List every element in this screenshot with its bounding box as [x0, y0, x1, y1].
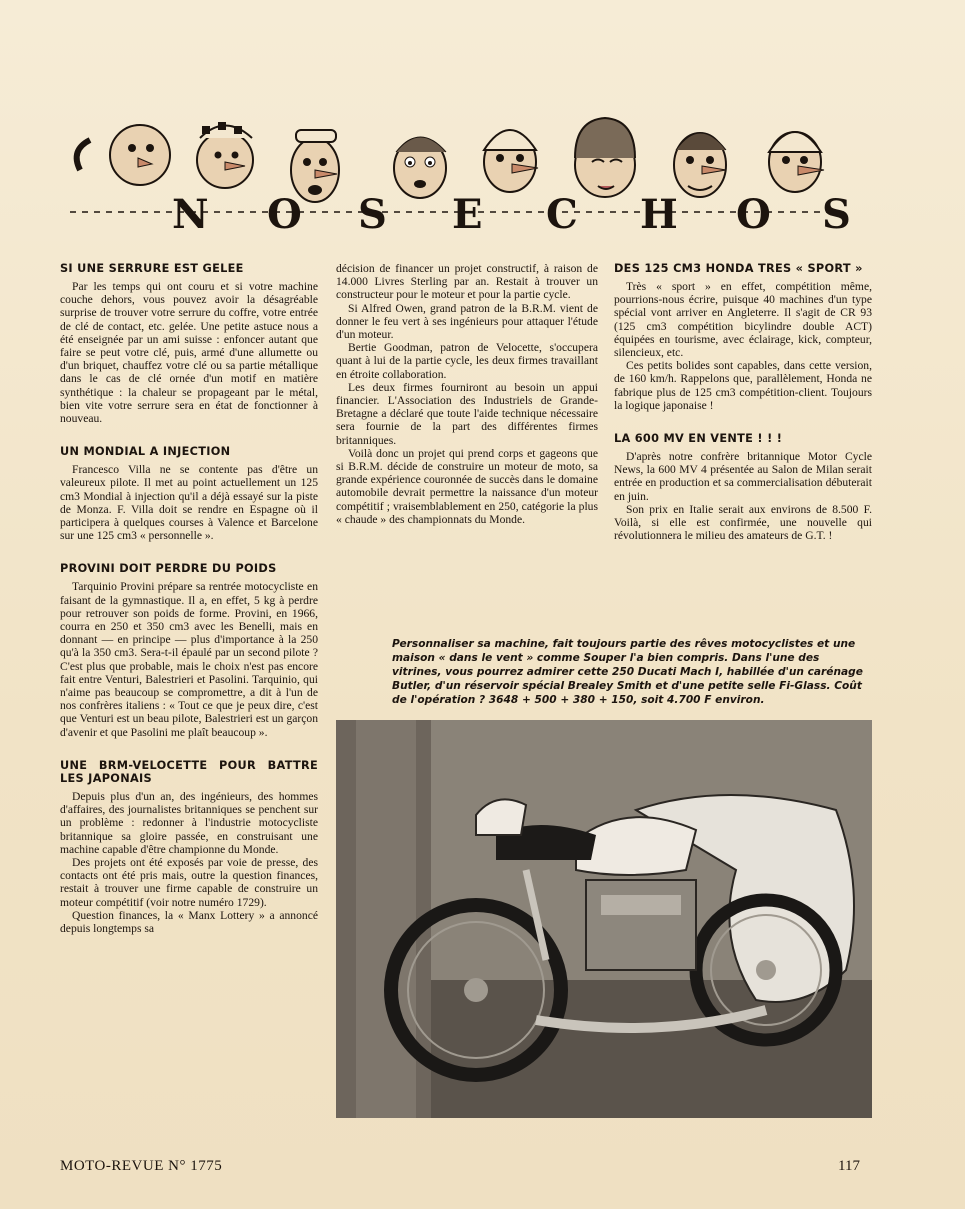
article-provini [60, 562, 318, 738]
left-column [60, 262, 318, 955]
banner-letter: C [546, 191, 578, 238]
footer-page-number: 117 [838, 1158, 860, 1174]
banner-letter: E [452, 191, 483, 238]
article-headline: LA 600 MV EN VENTE ! ! ! [614, 432, 783, 446]
article-paragraph: Bertie Goodman, patron de Velocette, s'occupera quant à lui de la partie cycle, les deux firmes travaillant en étroite collaboration. [336, 341, 598, 381]
article-paragraph: Ces petits bolides sont capables, dans cette version, de 160 km/h. Rappelons que, parallèlement, Honda ne fabrique plus de 125 cm3 compétition-client. Toujours la logique japonaise ! [614, 359, 872, 412]
article-serrure [60, 262, 318, 425]
article-headline: PROVINI DOIT PERDRE DU POIDS [60, 562, 277, 576]
article-brm-velocette [60, 759, 318, 935]
footer-magazine-issue: MOTO-REVUE N° 1775 [60, 1158, 223, 1174]
article-headline: UN MONDIAL A INJECTION [60, 445, 231, 459]
nos-echos-banner [60, 100, 860, 250]
article-paragraph: Voilà donc un projet qui prend corps et gageons que si B.R.M. décide de construire un moteur de moto, sa grande expérience couronnée de succès dans le domaine automobile devrait permettre la naissance d'un moteur compétitif ; vraisemblablement en 250, catégorie la plus « chaude » des championnats du Monde. [336, 446, 598, 526]
article-paragraph: Tarquinio Provini prépare sa rentrée motocycliste en faisant de la gymnastique. Il a, en effet, 5 kg à perdre pour retrouver son poids de forme. Provini, en 1966, courra en 250 et 350 cm3 avec les Benelli, mais en donnant — en principe — plus d'importance à la 250 qu'à la 350 cm3. Sera-t-il épaulé par un second pilote ? C'est plus que probable, mais le choix n'est pas encore fait entre Venturi, Balestrieri et Pasolini. Tarquinio, qui n'aime pas beaucoup se compromettre, a dit à l'un de nos confrères italiens : « Tout ce que je peux dire, c'est que Venturi est un beau pilote, Balestrieri est un garçon d'avenir et que Pasolini me plaît beaucoup ». [60, 580, 318, 739]
article-headline: DES 125 CM3 HONDA TRES « SPORT » [614, 262, 863, 275]
article-paragraph: Question finances, la « Manx Lottery » a annoncé depuis longtemps sa [60, 908, 318, 935]
motorcycle-photo [336, 720, 872, 1118]
right-column [614, 262, 872, 562]
cartoon-face-1 [77, 125, 170, 185]
article-paragraph: D'après notre confrère britannique Motor Cycle News, la 600 MV 4 présentée au Salon de Milan serait entrée en production et sa commercialisation débuterait en juin. [614, 450, 872, 503]
cartoon-face-7 [674, 133, 726, 197]
article-paragraph: décision de financer un projet constructif, à raison de 14.000 Livres Sterling par an. Restait à trouver un constructeur pour le moteur et pour la partie cycle. [336, 262, 598, 302]
article-paragraph: Si Alfred Owen, grand patron de la B.R.M. vient de donner le feu vert à ses ingénieurs pour attaquer l'étude d'un moteur. [336, 301, 598, 342]
middle-column [336, 262, 598, 526]
banner-letter: N [172, 191, 209, 238]
cartoon-face-8 [769, 132, 824, 192]
article-mv600 [614, 432, 872, 542]
article-paragraph: Par les temps qui ont couru et si votre machine couche dehors, vous pouvez avoir la désagréable surprise de trouver votre serrure du coffre, votre entrée de clé de contact, etc. gelée. Une petite astuce nous a été enseignée par un ami suisse : enfoncer autant que faire se peut votre clé, puis, armé d'une allumette ou d'un briquet, chauffez votre clé ou sa partie métallique dans le cas de clé ornée d'un motif en matière synthétique : la chaleur se propageant par le métal, bien vite votre serrure sera en état de fonctionner à nouveau. [60, 280, 318, 426]
banner-letter: H [640, 191, 678, 238]
banner-letter: O [736, 191, 771, 238]
article-paragraph: Francesco Villa ne se contente pas d'être un valeureux pilote. Il met au point actuellement un 125 cm3 Mondial à injection qu'il a déjà essayé sur la piste de Monza. F. Villa doit se rendre en Espagne où il participera à quelques courses à Valence et Barcelone sur une 125 cm3 « personnelle ». [60, 463, 318, 543]
article-honda [614, 262, 872, 412]
article-headline: SI UNE SERRURE EST GELEE [60, 262, 244, 275]
cartoon-face-4 [394, 137, 446, 198]
banner-letter: S [358, 191, 387, 238]
banner-letter: O [267, 191, 302, 238]
article-paragraph: Depuis plus d'un an, des ingénieurs, des hommes d'affaires, des journalistes britanniques se penchent sur un problème : redonner à l'industrie motocycliste britannique sa gloire passée, en construisant une machine capable d'être championne du Monde. [60, 789, 318, 856]
article-mondial [60, 445, 318, 542]
article-paragraph: Très « sport » en effet, compétition même, pourrions-nous écrire, puisque 40 machines d'un type spécial vont arriver en Angleterre. Il s'agit de CR 93 (125 cm3 compétition bicylindre double ACT) équipées en tourisme, avec éclairage, kick, compteur, silencieux, etc. [614, 280, 872, 360]
photo-caption: Personnaliser sa machine, fait toujours partie des rêves motocyclistes et une maison « dans le vent » comme Souper l'a bien compris. Dans l'une des vitrines, vous pourrez admirer cette 250 Ducati Mach I, habillée d'un carénage Butler, d'un réservoir spécial Brealey Smith et d'une petite selle Fi-Glass. Coût de l'opération ? 3648 + 500 + 380 + 150, soit 4.700 F environ. [392, 638, 863, 706]
banner-letter: S [822, 191, 851, 238]
article-paragraph: Des projets ont été exposés par voie de presse, des contacts ont été pris mais, outre la question finances, restait à trouver une firme capable de construire un moteur compétitif (voir notre numéro 1729). [60, 855, 318, 909]
article-headline: UNE BRM-VELOCETTE POUR BATTRE LES JAPONAIS [60, 758, 318, 785]
cartoon-face-5 [484, 130, 538, 192]
cartoon-face-6 [575, 118, 635, 197]
cartoon-face-2 [197, 122, 253, 188]
article-paragraph: Son prix en Italie serait aux environs de 8.500 F. Voilà, si elle est confirmée, une nouvelle qui révolutionnera le milieu des amateurs de G.T. ! [614, 502, 872, 543]
article-paragraph: Les deux firmes fourniront au besoin un appui financier. L'Association des Industriels de Grande-Bretagne a déclaré que toute l'aide technique nécessaire sera fournie de la part des différentes firmes britanniques. [336, 380, 598, 447]
